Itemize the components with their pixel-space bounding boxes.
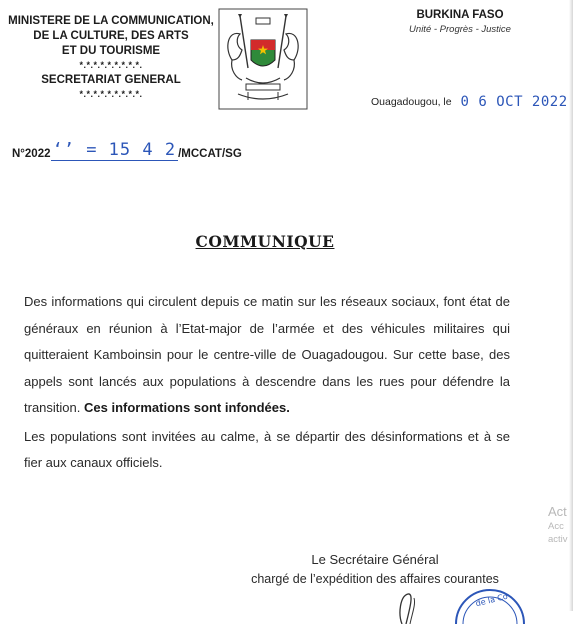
signature-and-seal — [380, 584, 550, 624]
place-label: Ouagadougou, le — [371, 96, 452, 108]
paragraph-1-text: Des informations qui circulent depuis ce matin sur les réseaux sociaux, font état de généraux en réunion à l’Etat-major de l’armée et des véhicules militaires qui quitteraient Kamboinsin pour le centre-ville de Ouagadougou. Sur cette base, des appels sont lancés aux populations à descendre dans les rues pour défendre la transition. — [24, 294, 510, 415]
reference-number — [12, 142, 242, 163]
country-header — [385, 8, 535, 36]
dateline — [371, 93, 568, 109]
ministry-header — [6, 14, 216, 100]
date-stamp: 0 6 OCT 2022 — [460, 94, 568, 110]
signatory-title: Le Secrétaire Général — [311, 552, 439, 567]
secretariat-separator: *.*.*.*.*.*.*.*.*. — [79, 89, 143, 99]
watermark-line-1: Act — [548, 504, 567, 519]
document-title-wrap — [0, 232, 530, 252]
document-title: COMMUNIQUE — [195, 232, 335, 251]
national-motto: Unité - Progrès - Justice — [409, 24, 511, 35]
signatory-role: chargé de l’expédition des affaires courantes — [251, 572, 499, 586]
reference-stamp: ‘’ = 15 4 2 — [52, 140, 177, 160]
paragraph-2: Les populations sont invitées au calme, à se départir des désinformations et à se fier aux canaux officiels. — [24, 428, 510, 470]
reference-suffix: /MCCAT/SG — [178, 148, 242, 160]
country-name: BURKINA FASO — [416, 9, 504, 21]
paragraph-1 — [24, 289, 510, 422]
reference-prefix: N°2022 — [12, 148, 51, 160]
ministry-separator: *.*.*.*.*.*.*.*.*. — [79, 60, 143, 70]
seal-text: de la Co — [474, 591, 509, 609]
communique-body — [24, 289, 510, 477]
paragraph-1-emphasis: Ces informations sont infondées. — [84, 400, 290, 415]
coat-of-arms-emblem — [218, 8, 308, 110]
secretariat-label: SECRETARIAT GENERAL — [41, 74, 181, 86]
ministry-line-3: ET DU TOURISME — [61, 45, 161, 57]
watermark-line-3: activ — [548, 534, 568, 545]
os-activation-watermark — [548, 504, 573, 546]
ministry-line-1: MINISTERE DE LA COMMUNICATION, — [8, 15, 214, 27]
ministry-line-2: DE LA CULTURE, DES ARTS — [33, 30, 189, 42]
watermark-line-2: Acc — [548, 521, 564, 532]
